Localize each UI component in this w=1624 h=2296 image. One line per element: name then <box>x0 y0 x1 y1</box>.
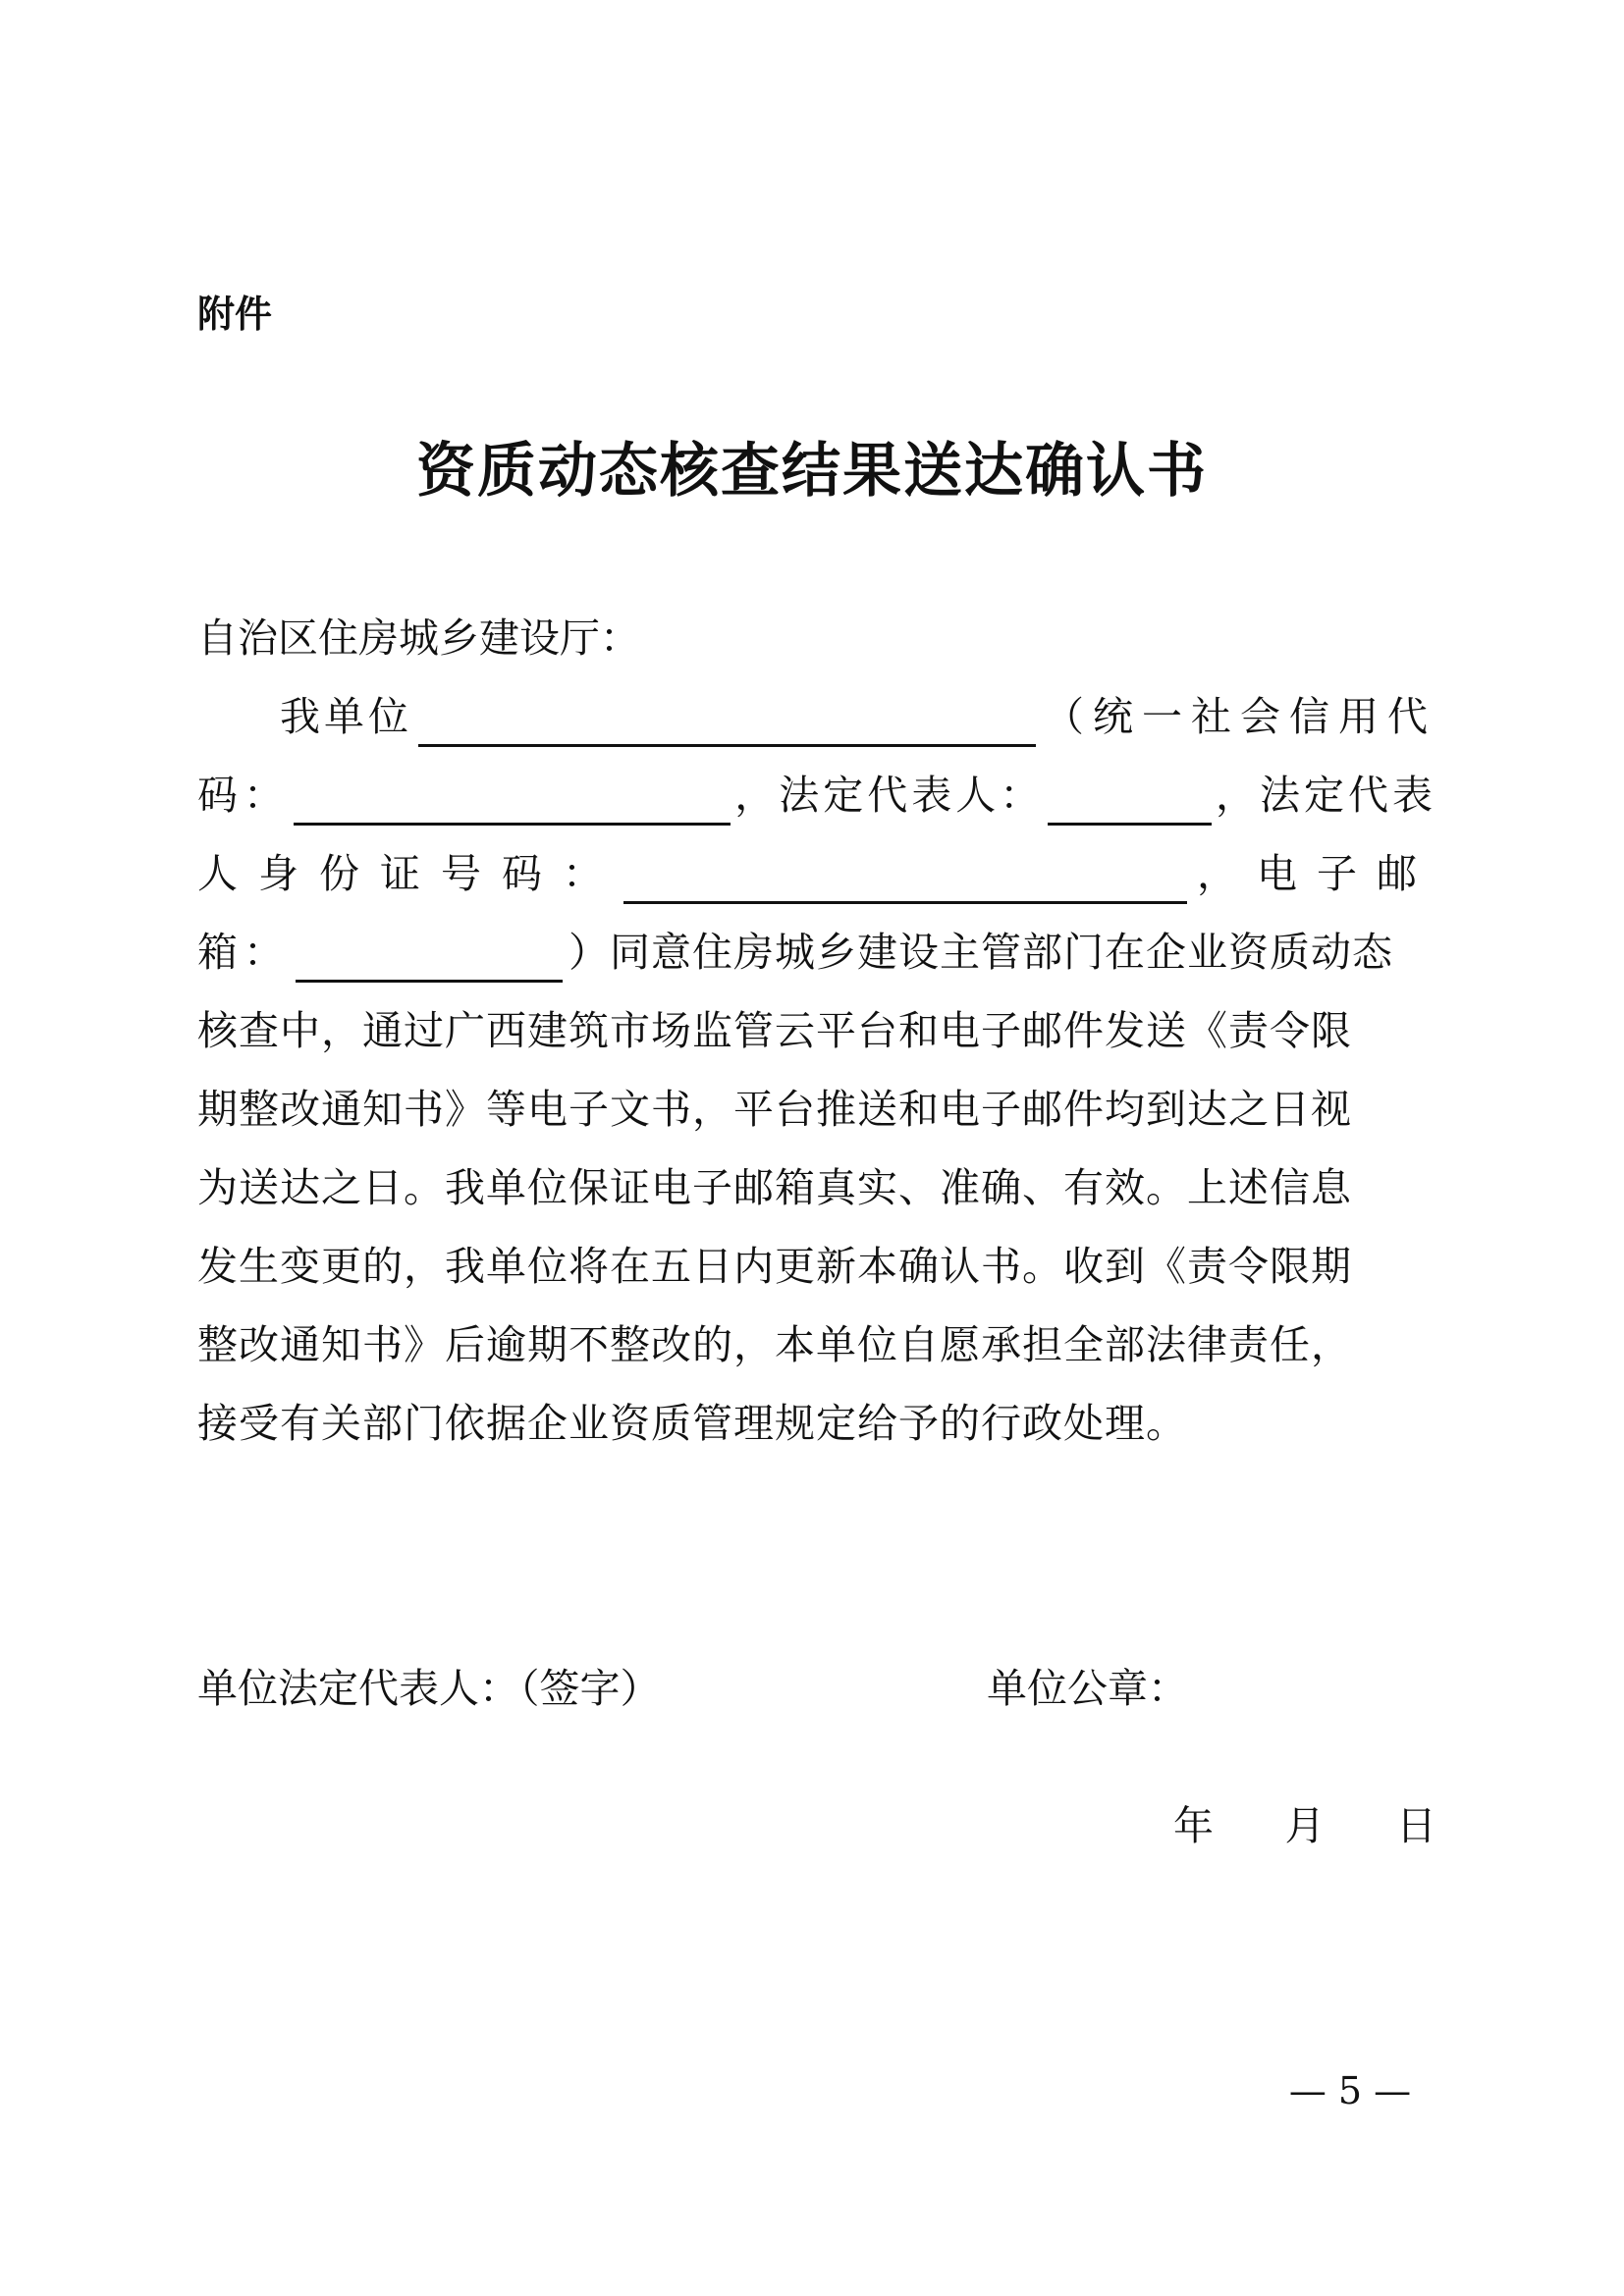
date-year: 年 <box>1173 1802 1214 1849</box>
id-number-prefix: 人身份证号码： <box>197 850 623 897</box>
email-label: 箱： <box>197 929 290 976</box>
credit-code-blank[interactable] <box>294 766 731 826</box>
paragraph-line-3: 为送达之日。我单位保证电子邮箱真实、准确、有效。上述信息 <box>197 1164 1352 1211</box>
form-line-credit-code <box>197 756 1436 834</box>
signing-date <box>1173 1787 1436 1865</box>
form-line-unit <box>197 677 1436 756</box>
attachment-label: 附件 <box>197 293 273 336</box>
legal-rep-suffix: ，法定代表 <box>1216 772 1436 819</box>
date-day: 日 <box>1396 1802 1436 1849</box>
form-line-email <box>197 913 1436 991</box>
legal-rep-prefix: ，法定代表人： <box>734 772 1045 819</box>
id-number-blank[interactable] <box>623 844 1187 904</box>
page-number: — 5 — <box>1288 2069 1412 2112</box>
form-line-id-number <box>197 834 1436 913</box>
paragraph-line-5: 整改通知书》后逾期不整改的，本单位自愿承担全部法律责任， <box>197 1321 1352 1368</box>
unit-prefix: 我单位 <box>280 693 412 740</box>
addressee: 自治区住房城乡建设厅： <box>197 614 640 662</box>
credit-code-prefix: 码： <box>197 772 290 819</box>
date-month: 月 <box>1284 1802 1326 1849</box>
email-blank[interactable] <box>296 923 563 983</box>
paragraph-line-6: 接受有关部门依据企业资质管理规定给予的行政处理。 <box>197 1400 1187 1447</box>
legal-rep-blank[interactable] <box>1048 766 1212 826</box>
unit-suffix: （统一社会信用代 <box>1044 693 1436 740</box>
paragraph-line-1: 核查中，通过广西建筑市场监管云平台和电子邮件发送《责令限 <box>197 1007 1352 1054</box>
legal-rep-signature-label: 单位法定代表人：（签字） <box>197 1665 661 1712</box>
consent-text: ）同意住房城乡建设主管部门在企业资质动态 <box>568 929 1393 976</box>
unit-name-blank[interactable] <box>418 687 1036 747</box>
paragraph-line-2: 期整改通知书》等电子文书，平台推送和电子邮件均到达之日视 <box>197 1086 1352 1133</box>
email-prefix: ，电子邮 <box>1197 850 1436 897</box>
paragraph-line-4: 发生变更的，我单位将在五日内更新本确认书。收到《责令限期 <box>197 1243 1352 1290</box>
company-seal-label: 单位公章： <box>987 1665 1188 1712</box>
document-title: 资质动态核查结果送达确认书 <box>416 437 1208 506</box>
